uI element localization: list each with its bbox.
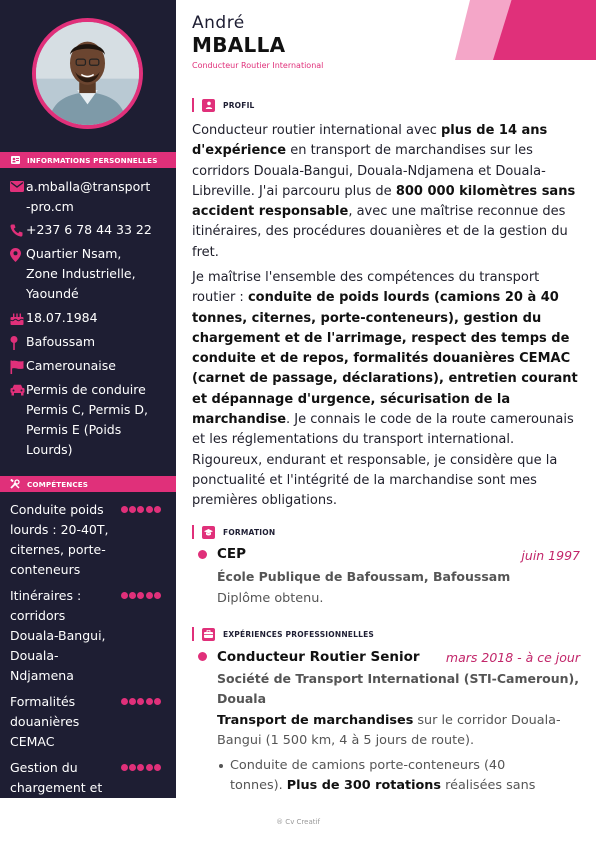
skill-3-line-1: Formalités <box>10 694 76 709</box>
skill-level-dot <box>121 506 128 513</box>
profile-highlight: conduite de poids lourds (camions 20 à 40 tonnes, citernes, porte-conteneurs), gestion du chargement et de l'arrimage, respect des temps de conduite et de repos, formalités douanières CEMAC (carnet de passage, déclarations), entretien courant et dépannage d'urgence, sécurisation de la marchandise <box>192 290 578 428</box>
timeline-dot <box>198 652 207 661</box>
personal-info-heading <box>0 152 176 168</box>
skill-level-dot <box>129 506 136 513</box>
skill-3-line-3: CEMAC <box>10 734 55 749</box>
experience-title: Conducteur Routier Senior <box>217 649 420 665</box>
skills-heading <box>0 476 176 492</box>
skill-level-dot <box>137 506 144 513</box>
section-bar <box>192 525 194 539</box>
briefcase-icon <box>202 628 215 641</box>
experience-description <box>217 711 561 751</box>
profile-photo <box>32 18 143 129</box>
skill-level-dot <box>121 592 128 599</box>
skill-item <box>10 758 170 798</box>
bullet-text: réalisées sans <box>441 778 536 793</box>
skill-1-line-4: conteneurs <box>10 562 81 577</box>
personal-info-heading-label: INFORMATIONS PERSONNELLES <box>27 155 158 165</box>
skill-4-line-2: chargement et <box>10 780 103 795</box>
skill-level-dot <box>129 698 136 705</box>
description-text: Bangui (1 500 km, 4 à 5 jours de route). <box>217 733 475 748</box>
skill-level-dot <box>154 506 161 513</box>
bullet-highlight: Plus de 300 rotations <box>286 778 442 793</box>
skill-level-dot <box>129 764 136 771</box>
address-line-3: Yaoundé <box>26 286 79 301</box>
birthday-cake-icon <box>10 308 26 328</box>
email-item[interactable] <box>10 177 170 217</box>
skill-1-line-2: lourds : 20-40T, <box>10 522 109 537</box>
first-name: André <box>192 13 245 33</box>
birthdate-text: 18.07.1984 <box>26 310 98 325</box>
envelope-icon <box>10 177 26 217</box>
phone-icon <box>10 220 26 240</box>
car-icon <box>10 380 26 460</box>
skill-level-dot <box>146 698 153 705</box>
skill-4-line-1: Gestion du <box>10 760 78 775</box>
address-line-2: Zone Industrielle, <box>26 266 136 281</box>
experience-bullet <box>217 756 577 796</box>
bullet-text: tonnes). <box>230 778 287 793</box>
license-item <box>10 380 170 460</box>
skill-item <box>10 586 170 686</box>
birthplace-text: Bafoussam <box>26 334 96 349</box>
skill-2-line-1: Itinéraires : <box>10 588 82 603</box>
profile-heading-label: PROFIL <box>223 100 255 110</box>
experience-date: mars 2018 - à ce jour <box>445 650 580 665</box>
skill-level-dot <box>121 698 128 705</box>
skills-heading-label: COMPÉTENCES <box>27 479 89 489</box>
education-heading-label: FORMATION <box>223 527 276 537</box>
profile-text: Je maîtrise l'ensemble des compétences du transport routier : <box>192 270 540 306</box>
skill-2-line-2: corridors <box>10 608 66 623</box>
email-line-2: -pro.cm <box>26 199 74 214</box>
address-item <box>10 244 170 304</box>
license-line-4: Lourds) <box>26 442 73 457</box>
nationality-item <box>10 356 170 376</box>
education-date: juin 1997 <box>521 548 580 563</box>
description-highlight: Transport de marchandises <box>217 713 414 728</box>
skill-level-dot <box>137 592 144 599</box>
skill-2-line-5: Ndjamena <box>10 668 74 683</box>
company-line-2: Douala <box>217 691 267 706</box>
skill-3-line-2: douanières <box>10 714 80 729</box>
email-line-1: a.mballa@transport <box>26 179 151 194</box>
skill-level-dot <box>154 764 161 771</box>
education-title: CEP <box>217 546 247 562</box>
flag-icon <box>10 356 26 376</box>
skill-2-line-3: Douala-Bangui, <box>10 628 106 643</box>
skill-1-line-3: citernes, porte- <box>10 542 106 557</box>
skill-level-dot <box>154 592 161 599</box>
profile-text: Conducteur routier international avec <box>192 123 441 138</box>
address-line-1: Quartier Nsam, <box>26 246 122 261</box>
skill-level-dot <box>129 592 136 599</box>
company-line-1: Société de Transport International (STI-Cameroun), <box>217 671 579 686</box>
skill-level-dot <box>137 698 144 705</box>
skill-level-dot <box>121 764 128 771</box>
skill-level-dot <box>146 506 153 513</box>
skill-2-line-4: Douala- <box>10 648 59 663</box>
skill-level-rating <box>121 592 161 599</box>
map-pin-icon <box>10 332 26 352</box>
user-icon <box>202 99 215 112</box>
experience-heading-label: EXPÉRIENCES PROFESSIONNELLES <box>223 629 375 639</box>
bullet-text: Conduite de camions porte-conteneurs (40 <box>230 758 506 773</box>
experience-heading <box>192 627 374 641</box>
skill-level-rating <box>121 764 161 771</box>
skill-level-rating <box>121 698 161 705</box>
job-title: Conducteur Routier International <box>192 61 324 70</box>
timeline-dot <box>198 550 207 559</box>
skill-level-dot <box>137 764 144 771</box>
profile-text: en transport de marchandises sur les corridors Douala-Bangui, Douala-Ndjamena et Douala-Libreville. J'ai parcouru plus de <box>192 143 546 199</box>
education-heading <box>192 525 275 539</box>
id-card-icon <box>10 155 20 165</box>
education-description: Diplôme obtenu. <box>217 591 324 606</box>
phone-text: +237 6 78 44 33 22 <box>26 222 152 237</box>
section-bar <box>192 98 194 112</box>
profile-text: , avec une maîtrise reconnue des itinéraires, des procédures douanières et de la gestion du fret. <box>192 204 568 260</box>
description-text: sur le corridor Douala- <box>413 713 561 728</box>
skill-level-rating <box>121 506 161 513</box>
skill-item <box>10 500 170 580</box>
location-pin-icon <box>10 244 26 304</box>
skill-item <box>10 692 170 752</box>
person-photo-icon <box>36 22 139 125</box>
sidebar <box>0 0 176 798</box>
skill-level-dot <box>146 764 153 771</box>
nationality-text: Camerounaise <box>26 358 116 373</box>
skill-1-line-1: Conduite poids <box>10 502 104 517</box>
graduation-cap-icon <box>202 526 215 539</box>
skill-level-dot <box>154 698 161 705</box>
tools-icon <box>10 479 20 489</box>
profile-heading <box>192 98 255 112</box>
experience-company <box>217 669 579 709</box>
phone-item[interactable] <box>10 220 170 240</box>
profile-highlight: plus de 14 ans d'expérience <box>192 123 548 159</box>
birthdate-item <box>10 308 170 328</box>
section-bar <box>192 627 194 641</box>
birthplace-item <box>10 332 170 352</box>
skill-level-dot <box>146 592 153 599</box>
profile-highlight: 800 000 kilomètres sans accident responsable <box>192 183 576 220</box>
license-line-3: Permis E (Poids <box>26 422 122 437</box>
profile-paragraph-2 <box>192 268 584 512</box>
education-school: École Publique de Bafoussam, Bafoussam <box>217 569 511 584</box>
profile-text: . Je connais le code de la route camerounais et les réglementations du transport international. Rigoureux, endurant et responsable, je considère que la ponctualité et l'intégrité de la marchandise sont mes premières obligations. <box>192 412 574 509</box>
license-line-2: Permis C, Permis D, <box>26 402 148 417</box>
license-line-1: Permis de conduire <box>26 382 146 397</box>
profile-paragraph-1 <box>192 121 584 263</box>
footer-credit: ® Cv Creatif <box>276 818 320 826</box>
last-name: MBALLA <box>192 33 286 57</box>
